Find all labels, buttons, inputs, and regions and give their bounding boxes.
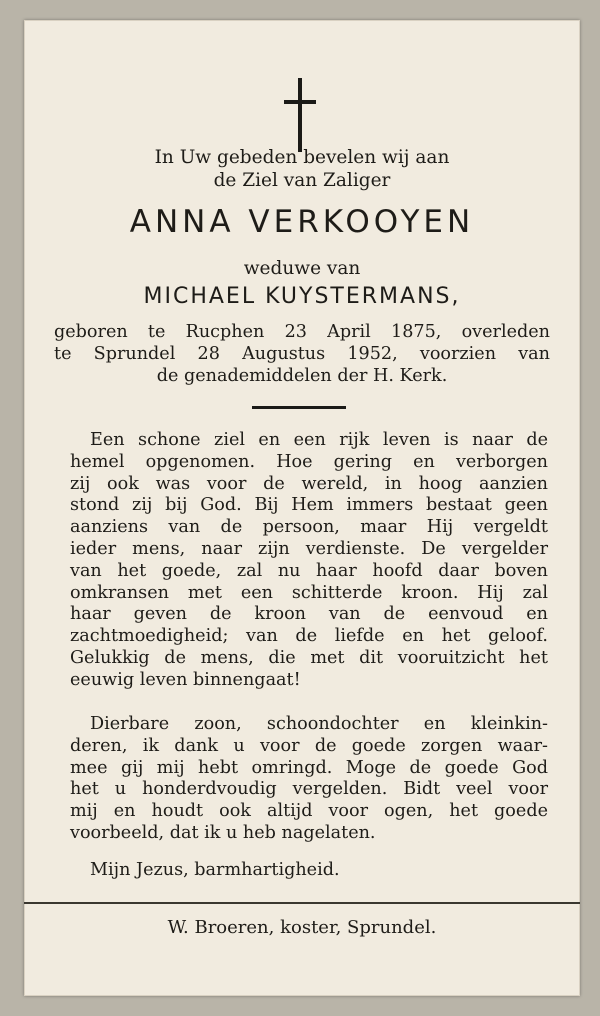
printer-line: W. Broeren, koster, Sprundel.	[167, 917, 437, 938]
birth-death-line: geboren te Rucphen 23 April 1875, overleden	[54, 322, 550, 342]
text-line: voorbeeld, dat ik u heb nagelaten.	[70, 822, 376, 843]
text-line: Een schone ziel en een rijk leven is naar de	[90, 430, 548, 450]
text-line: aanziens van de persoon, maar Hij vergeldt	[70, 517, 548, 538]
paragraph-2	[70, 714, 548, 845]
text-line: ieder mens, naar zijn verdienste. De vergelder	[70, 538, 548, 559]
birth-death-line: te Sprundel 28 Augustus 1952, voorzien van	[54, 343, 550, 364]
text-line: hemel opgenomen. Hoe gering en verborgen	[70, 451, 548, 472]
text-line: omkransen met een schitterde kroon. Hij zal	[70, 582, 548, 603]
text-line: Gelukkig de mens, die met dit vooruitzicht het	[70, 647, 548, 668]
relation-text: weduwe van	[243, 258, 361, 279]
birth-death-block	[54, 322, 550, 387]
text-line: deren, ik dank u voor de goede zorgen waar-	[70, 735, 548, 756]
text-line: van het goede, zal nu haar hoofd daar boven	[70, 560, 548, 581]
text-line: Dierbare zoon, schoondochter en kleinkin-	[90, 714, 548, 734]
text-line: zachtmoedigheid; van de liefde en het geloof.	[70, 626, 548, 647]
text-line: het u honderdvoudig vergelden. Bidt veel voor	[70, 779, 548, 800]
header-line-1: In Uw gebeden bevelen wij aan	[154, 147, 450, 168]
text-line: mij en houdt ook altijd voor ogen, het goede	[70, 801, 548, 822]
text-line: eeuwig leven binnengaat!	[70, 669, 301, 690]
spouse-name: MICHAEL KUYSTERMANS,	[143, 284, 461, 309]
birth-death-line: de genademiddelen der H. Kerk.	[156, 365, 448, 386]
header-line-2: de Ziel van Zaliger	[213, 170, 391, 191]
divider-rule	[252, 406, 346, 409]
text-line: stond zij bij God. Bij Hem immers bestaat geen	[70, 495, 548, 516]
text-line: haar geven de kroon van de eenvoud en	[70, 604, 548, 625]
footer-divider	[24, 902, 580, 904]
paragraph-1	[70, 430, 548, 692]
memorial-card	[24, 20, 580, 996]
text-line: zij ook was voor de wereld, in hoog aanzien	[70, 473, 548, 494]
text-line: mee gij mij hebt omringd. Moge de goede God	[70, 757, 548, 778]
prayer-text: Mijn Jezus, barmhartigheid.	[90, 860, 340, 880]
deceased-name: ANNA VERKOOYEN	[129, 204, 475, 240]
prayer	[70, 860, 548, 882]
